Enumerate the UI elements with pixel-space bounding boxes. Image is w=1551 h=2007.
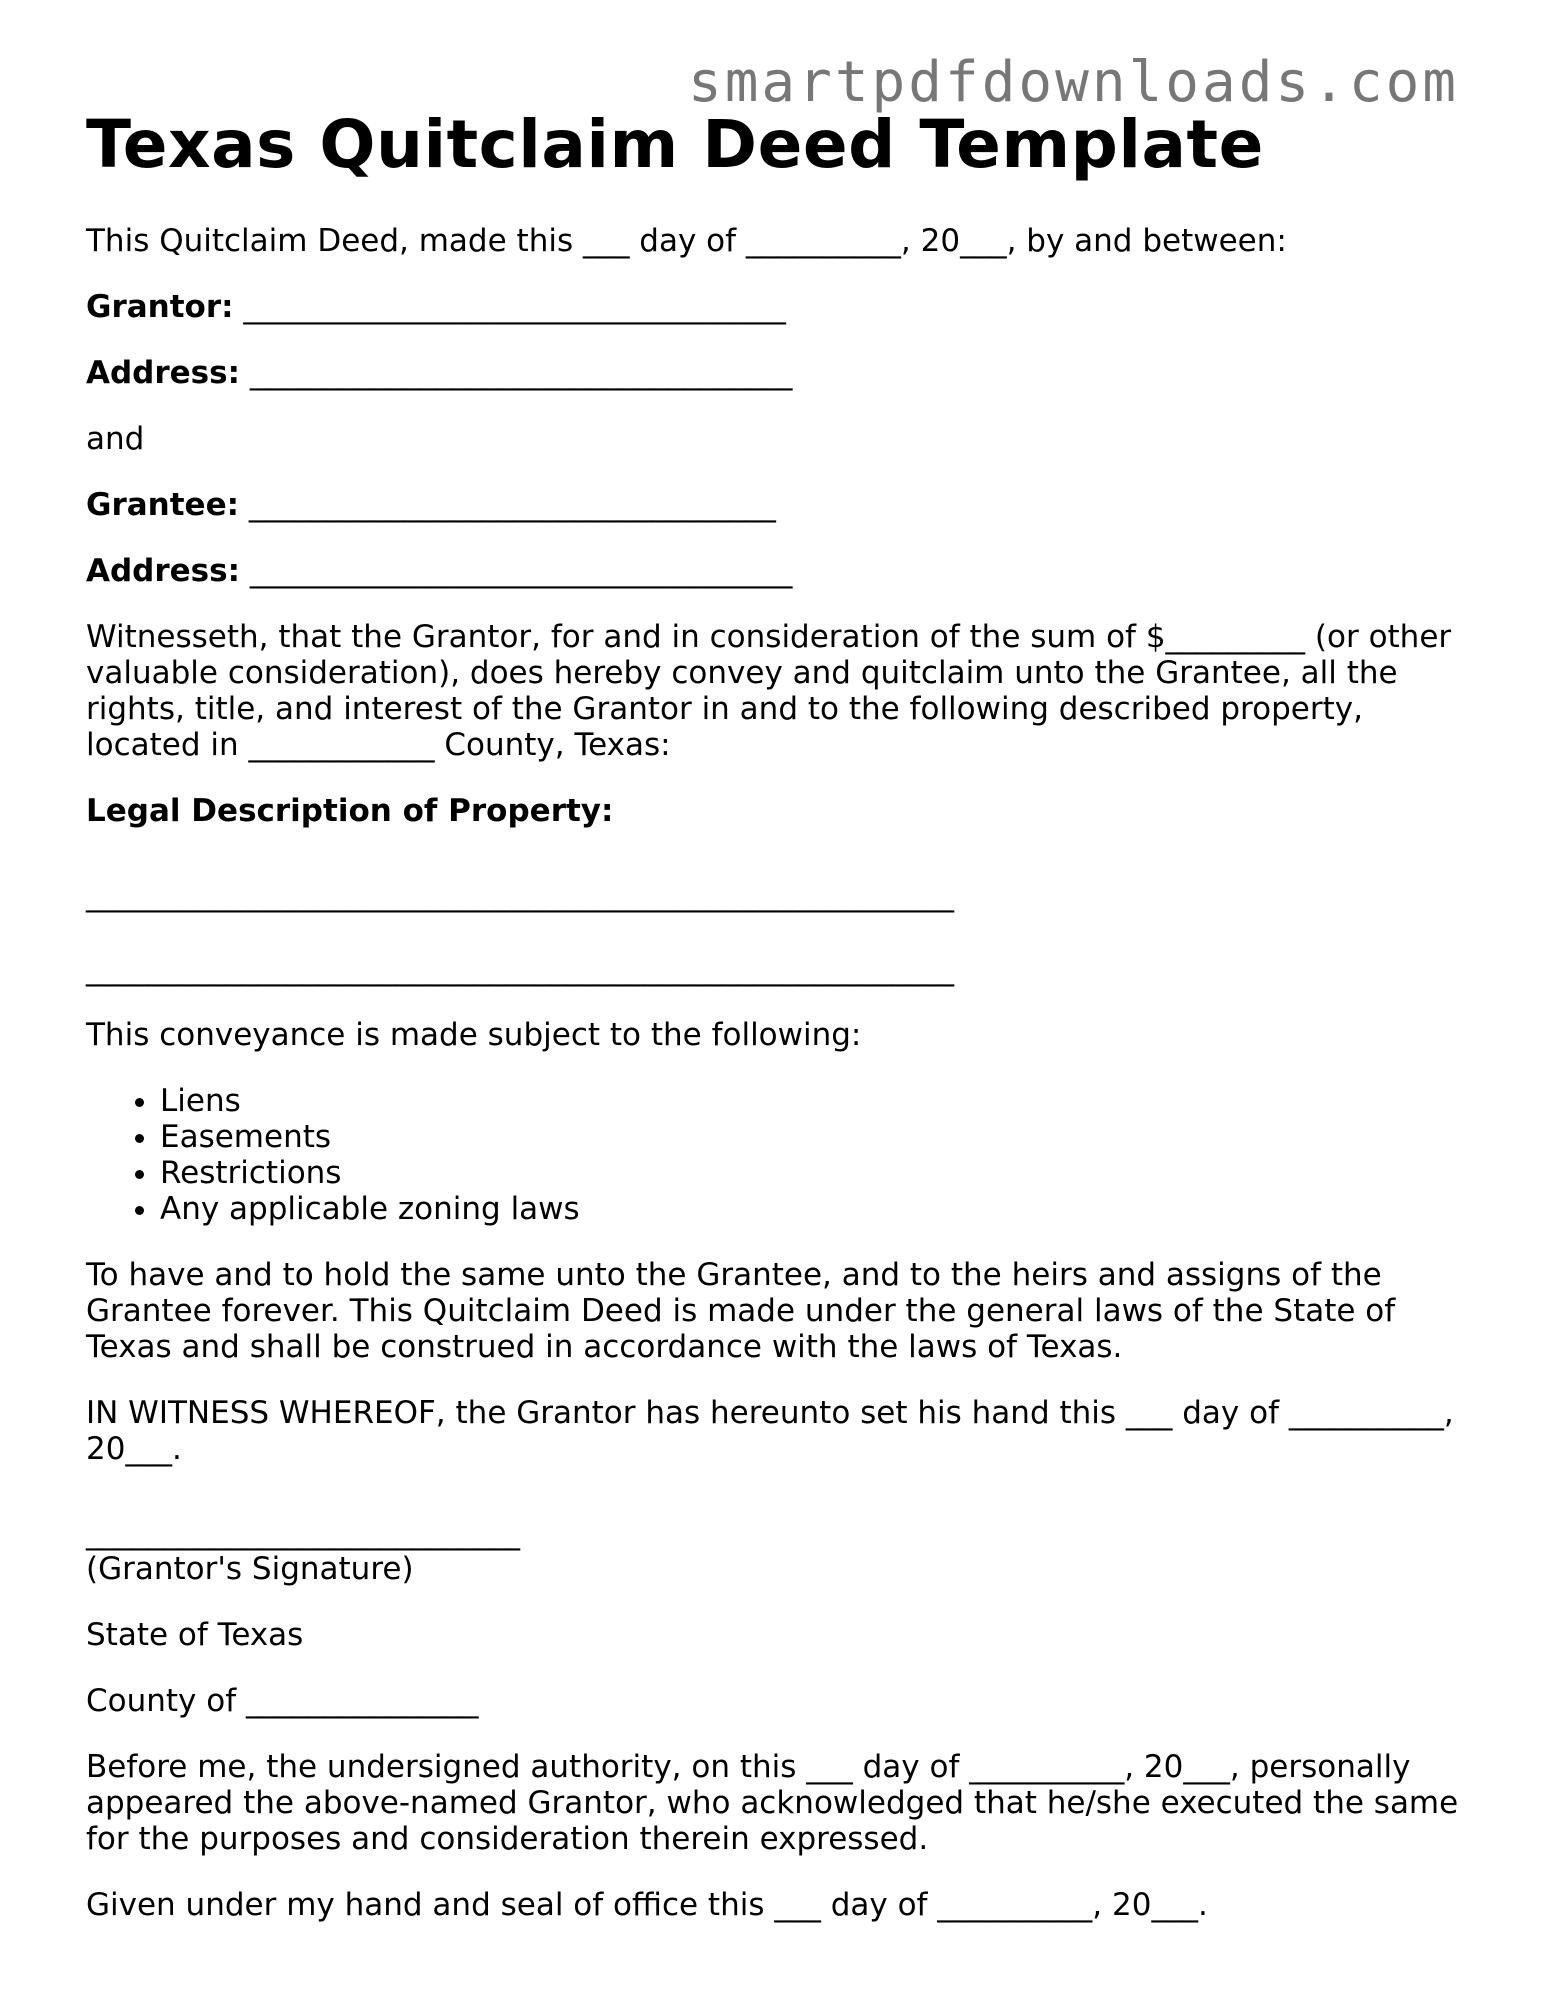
- grantee-address-label: Address:: [86, 553, 240, 589]
- document-page: [86, 105, 1486, 1923]
- grantor-blank: ___________________________________: [233, 289, 786, 325]
- grantee-blank: __________________________________: [239, 487, 776, 523]
- legal-description-line-2: ________________________________________________________: [86, 951, 954, 987]
- legal-description-line-1: ________________________________________________________: [86, 877, 954, 913]
- grantor-address-blank: ___________________________________: [240, 355, 793, 391]
- legal-description-heading: [86, 793, 1486, 829]
- grantee-address-blank: ___________________________________: [240, 553, 793, 589]
- given-line: Given under my hand and seal of office this ___ day of __________, 20___.: [86, 1887, 1208, 1923]
- acknowledgment-paragraph: Before me, the undersigned authority, on this ___ day of __________, 20___, personally appeared the above-named Grantor, who acknowledged that he/she executed the same for the purposes and consideration therein expressed.: [86, 1749, 1459, 1857]
- page-title: Texas Quitclaim Deed Template: [86, 106, 1264, 183]
- list-item: • Any applicable zoning laws: [160, 1191, 1486, 1227]
- watermark: smartpdfdownloads.com: [687, 50, 1459, 115]
- grantor-line: [86, 289, 1486, 325]
- grantor-label: Grantor:: [86, 289, 234, 325]
- list-item: • Restrictions: [160, 1155, 1486, 1191]
- county-line: County of _______________: [86, 1683, 479, 1719]
- intro-paragraph: This Quitclaim Deed, made this ___ day of __________, 20___, by and between:: [86, 223, 1287, 259]
- grantee-address-line: [86, 553, 1486, 589]
- witnesseth-paragraph: Witnesseth, that the Grantor, for and in consideration of the sum of $_________ (or other valuable consideration), does hereby convey and quitclaim unto the Grantee, all the rights, title, and interest of the Grantor in and to the following described property, located in ____________ County, Texas:: [86, 619, 1452, 763]
- subject-intro: This conveyance is made subject to the following:: [86, 1017, 862, 1053]
- signature-line: ____________________________: [86, 1515, 520, 1551]
- list-item: • Liens: [160, 1083, 1486, 1119]
- signature-caption: (Grantor's Signature): [86, 1551, 414, 1587]
- grantee-line: [86, 487, 1486, 523]
- witness-paragraph: IN WITNESS WHEREOF, the Grantor has hereunto set his hand this ___ day of __________, 20___.: [86, 1395, 1454, 1467]
- and-text: and: [86, 421, 145, 457]
- state-line: State of Texas: [86, 1617, 304, 1653]
- grantor-address-label: Address:: [86, 355, 240, 391]
- grantee-label: Grantee:: [86, 487, 239, 523]
- grantor-address-line: [86, 355, 1486, 391]
- subject-list: [86, 1083, 1486, 1227]
- habendum-paragraph: To have and to hold the same unto the Grantee, and to the heirs and assigns of the Grantee forever. This Quitclaim Deed is made under the general laws of the State of Texas and shall be construed in accordance with the laws of Texas.: [86, 1257, 1396, 1365]
- list-item: • Easements: [160, 1119, 1486, 1155]
- legal-description-heading-text: Legal Description of Property:: [86, 793, 614, 829]
